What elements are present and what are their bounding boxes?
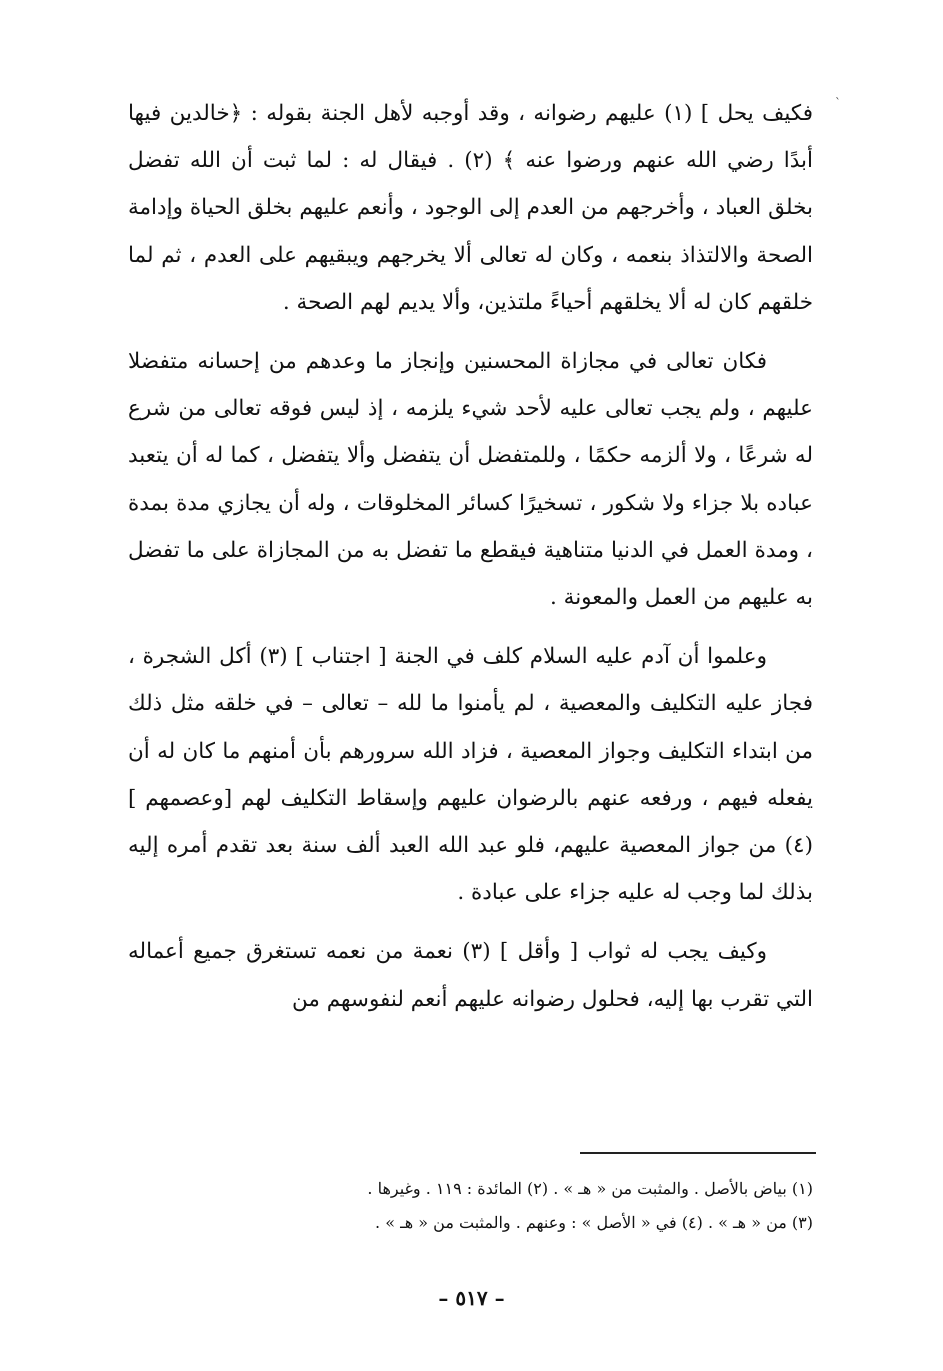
page-number: – ٥١٧ – xyxy=(438,1286,505,1310)
paragraph-1: فكيف يحل ] (١) عليهم رضوانه ، وقد أوجبه لأهل الجنة بقوله : ﴿خالدين فيها أبدًا رضي الله عنهم ورضوا عنه ﴾ (٢) . فيقال له : لما ثبت أن الله تفضل بخلق العباد ، وأخرجهم من العدم إلى الوجود ، وأنعم عليهم بخلق الحياة وإدامة الصحة والالتذاذ بنعمه ، وكان له تعالى ألا يخرجهم ويبقيهم على العدم ، ثم لما خلقهم كان له ألا يخلقهم أحياءً ملتذين، وألا يديم لهم الصحة . xyxy=(128,101,814,315)
footnote-line-2: (٣) من « هـ » . (٤) في « الأصل » : وعنهم . والمثبت من « هـ » . xyxy=(375,1213,813,1232)
footnotes xyxy=(128,1172,813,1240)
footnote-separator xyxy=(580,1152,816,1154)
paragraph-3: وعلموا أن آدم عليه السلام كلف في الجنة [ اجتناب ] (٣) أكل الشجرة ، فجاز عليه التكليف والمعصية ، لم يأمنوا ما لله – تعالى – في خلقه مثل ذلك من ابتداء التكليف وجواز المعصية ، فزاد الله سرورهم بأن أمنهم ما كان له أن يفعله فيهم ، ورفعه عنهم بالرضوان عليهم وإسقاط التكليف لهم [وعصمهم ] (٤) من جواز المعصية عليهم، فلو عبد الله العبد ألف سنة بعد تقدم أمره إليه بذلك لما وجب له عليه جزاء على عبادة . xyxy=(128,644,813,906)
scan-speck: ˋ xyxy=(835,96,841,110)
paragraph-2: فكان تعالى في مجازاة المحسنين وإنجاز ما وعدهم من إحسانه متفضلا عليهم ، ولم يجب تعالى عليه لأحد شيء يلزمه ، إذ ليس فوقه تعالى من شرع له شرعًا ، ولا ألزمه حكمًا ، وللمتفضل أن يتفضل وألا يتفضل ، كما له أن يتعبد عباده بلا جزاء ولا شكور ، تسخيرًا كسائر المخلوقات ، وله أن يجازي مدة بمدة ، ومدة العمل في الدنيا متناهية فيقطع ما تفضل به من المجازاة على ما تفضل به عليهم من العمل والمعونة . xyxy=(128,349,813,611)
paragraph-4: وكيف يجب له ثواب [ وأقل ] (٣) نعمة من نعمه تستغرق جميع أعماله التي تقرب بها إليه، فحلول رضوانه عليهم أنعم لنفوسهم من xyxy=(128,939,813,1012)
main-text-block xyxy=(128,90,813,1023)
footnote-line-1: (١) بياض بالأصل . والمثبت من « هـ » . (٢) المائدة : ١١٩ . وغيرها . xyxy=(367,1179,813,1198)
